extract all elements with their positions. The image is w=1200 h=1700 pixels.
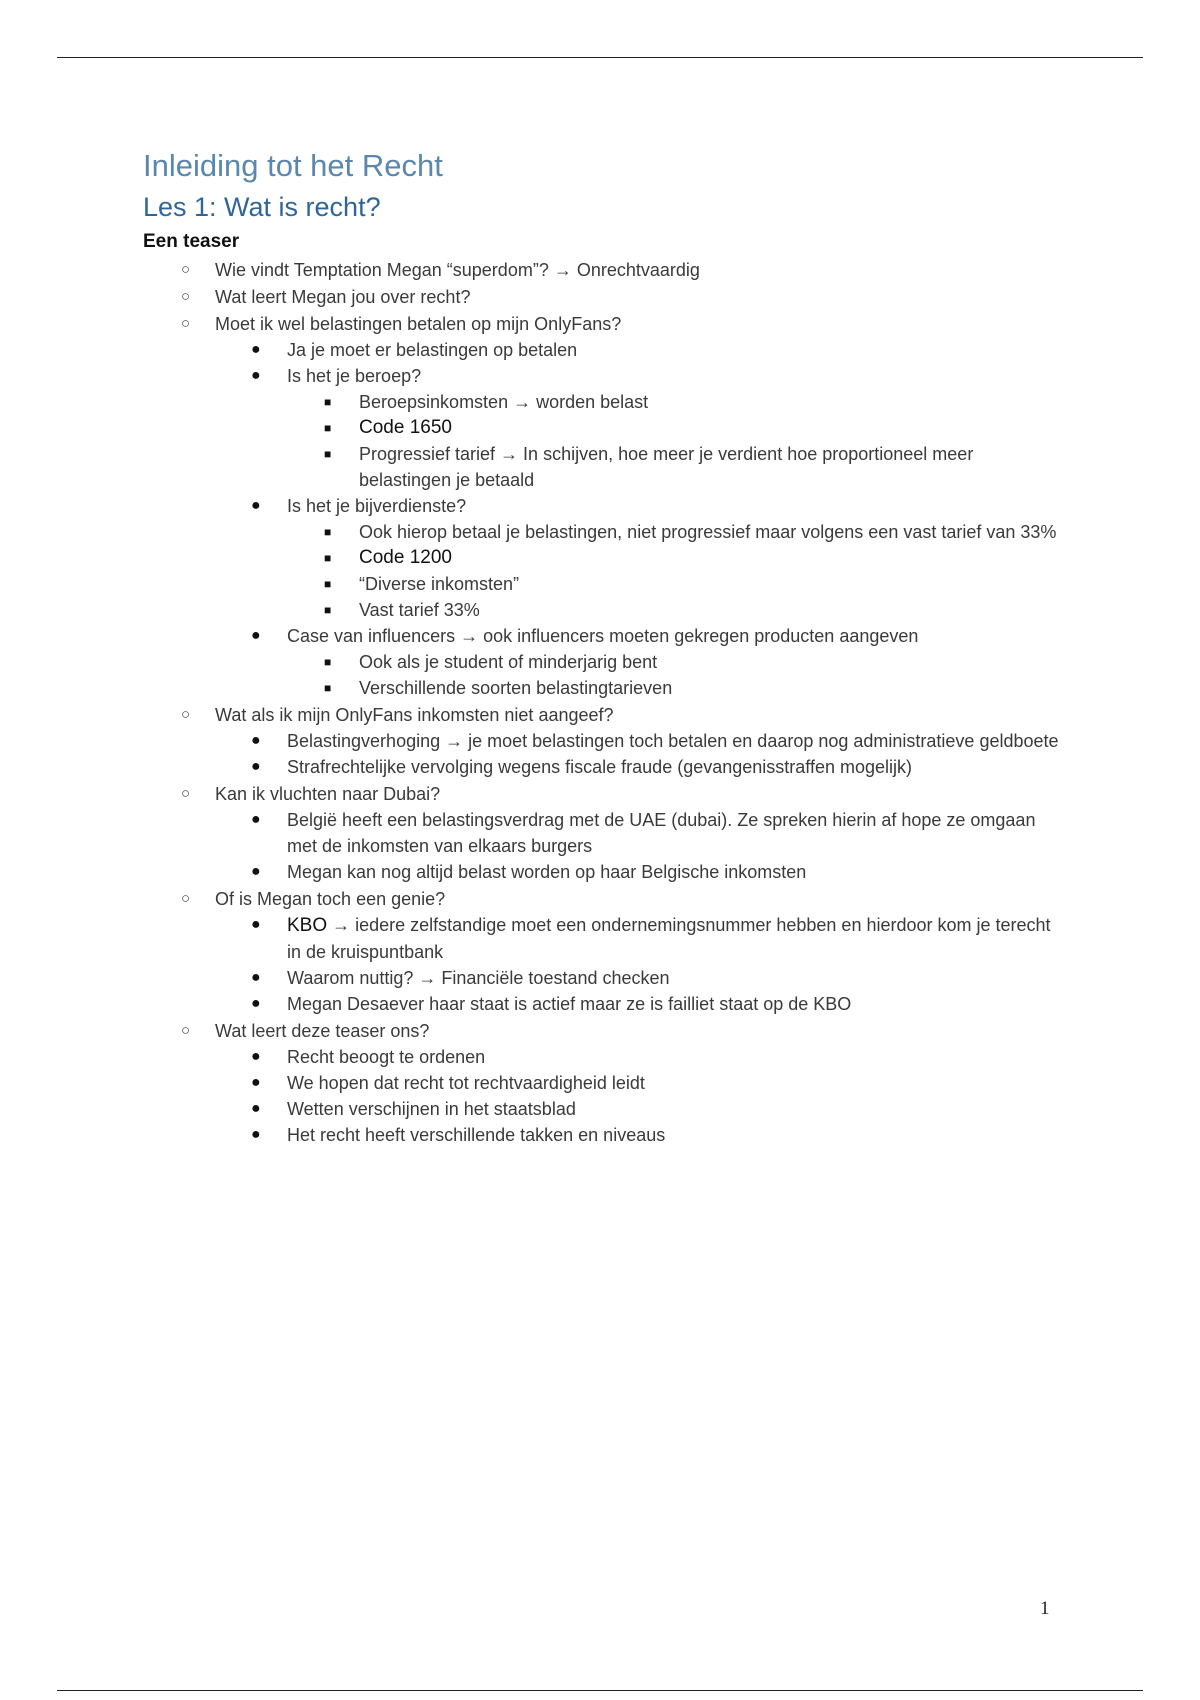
list-item: ○ Of is Megan toch een genie? ● KBO → iedere zelfstandige moet een ondernemingsnummer hebben en hierdoor kom je terecht in de kruispuntbank ● Waarom nuttig? → Financiële toestand checken ● Megan Desaever haar staat is actief maar ze is failliet staat op de KBO (143, 886, 1063, 1017)
square-bullet-icon: ■ (324, 681, 332, 695)
square-bullet-icon: ■ (324, 447, 332, 461)
dot-bullet-icon: ● (251, 916, 261, 933)
sub-list (215, 807, 1063, 885)
list-item: ■ Ook als je student of minderjarig bent (287, 649, 1063, 675)
list-item: ● Recht beoogt te ordenen (215, 1044, 1063, 1070)
list-item: ■ Code 1650 (287, 415, 1063, 441)
list-item: ○ Wat leert deze teaser ons? ● Recht beoogt te ordenen ● We hopen dat recht tot rechtvaardigheid leidt ● Wetten verschijnen in het staatsblad ● Het recht heeft verschillende takken en niveaus (143, 1018, 1063, 1148)
circle-bullet-icon: ○ (181, 261, 191, 278)
list-item: ● Is het je bijverdienste? ■ Ook hierop betaal je belastingen, niet progressief maar volgens een vast tarief van 33% ■ Code 1200 ■ “Diverse inkomsten” ■ Vast tarief 33% (215, 493, 1063, 623)
list-item: ○ Wat als ik mijn OnlyFans inkomsten niet aangeef? ● Belastingverhoging → je moet belastingen toch betalen en daarop nog administratieve geldboete ● Strafrechtelijke vervolging wegens fiscale fraude (gevangenisstraffen mogelijk) (143, 702, 1063, 780)
list-item: ■ Progressief tarief → In schijven, hoe meer je verdient hoe proportioneel meer belastingen je betaald (287, 441, 1063, 493)
dot-bullet-icon: ● (251, 863, 261, 880)
list-item: ● Ja je moet er belastingen op betalen (215, 337, 1063, 363)
dot-bullet-icon: ● (251, 1074, 261, 1091)
list-item: ● België heeft een belastingsverdrag met de UAE (dubai). Ze spreken hierin af hope ze omgaan met de inkomsten van elkaars burgers (215, 807, 1063, 859)
dot-bullet-icon: ● (251, 1100, 261, 1117)
list-item: ● Case van influencers → ook influencers moeten gekregen producten aangeven ■ Ook als je student of minderjarig bent ■ Verschillende soorten belastingtarieven (215, 623, 1063, 701)
dot-bullet-icon: ● (251, 341, 261, 358)
list-item: ● Megan kan nog altijd belast worden op haar Belgische inkomsten (215, 859, 1063, 885)
outline-list (143, 257, 1063, 1148)
list-item: ■ Vast tarief 33% (287, 597, 1063, 623)
sub-sub-list (287, 519, 1063, 623)
list-item: ● Wetten verschijnen in het staatsblad (215, 1096, 1063, 1122)
list-item: ● Megan Desaever haar staat is actief maar ze is failliet staat op de KBO (215, 991, 1063, 1017)
sub-list (215, 337, 1063, 701)
list-item: ■ Code 1200 (287, 545, 1063, 571)
dot-bullet-icon: ● (251, 1126, 261, 1143)
dot-bullet-icon: ● (251, 1048, 261, 1065)
kbo-term: KBO (287, 915, 328, 936)
list-item: ○ Moet ik wel belastingen betalen op mijn OnlyFans? ● Ja je moet er belastingen op betalen ● Is het je beroep? ■ Beroepsinkomsten → worden belast ■ Code 1650 ■ Progressief tarief → In schijven, hoe meer je verdient hoe proportioneel meer belastingen je betaald ● Is het je bijverdienste? ■ Ook hierop betaal je belastingen, niet progressief maar volgens een vast tarief van 33% ■ Code 1200 ■ “Diverse inkomsten” ■ Vast tarief 33% ● Case van influencers → ook influencers moeten gekregen producten aangeven ■ Ook als je student of minderjarig bent ■ Verschillende soorten belastingtarieven (143, 311, 1063, 701)
dot-bullet-icon: ● (251, 758, 261, 775)
circle-bullet-icon: ○ (181, 315, 191, 332)
list-item: ○ Kan ik vluchten naar Dubai? ● België heeft een belastingsverdrag met de UAE (dubai). Ze spreken hierin af hope ze omgaan met de inkomsten van elkaars burgers ● Megan kan nog altijd belast worden op haar Belgische inkomsten (143, 781, 1063, 885)
sub-sub-list (287, 649, 1063, 701)
lesson-heading: Les 1: Wat is recht? (143, 192, 381, 222)
dot-bullet-icon: ● (251, 627, 261, 644)
list-item: ● We hopen dat recht tot rechtvaardigheid leidt (215, 1070, 1063, 1096)
dot-bullet-icon: ● (251, 367, 261, 384)
list-item: ■ Verschillende soorten belastingtarieven (287, 675, 1063, 701)
document-title: Inleiding tot het Recht (143, 148, 443, 183)
square-bullet-icon: ■ (324, 395, 332, 409)
square-bullet-icon: ■ (324, 603, 332, 617)
list-item: ● Strafrechtelijke vervolging wegens fiscale fraude (gevangenisstraffen mogelijk) (215, 754, 1063, 780)
circle-bullet-icon: ○ (181, 1022, 191, 1039)
dot-bullet-icon: ● (251, 995, 261, 1012)
sub-list (215, 728, 1063, 780)
sub-list (215, 1044, 1063, 1148)
list-item: ● Belastingverhoging → je moet belastingen toch betalen en daarop nog administratieve geldboete (215, 728, 1063, 754)
circle-bullet-icon: ○ (181, 706, 191, 723)
list-item: ● Waarom nuttig? → Financiële toestand checken (215, 965, 1063, 991)
circle-bullet-icon: ○ (181, 785, 191, 802)
sub-sub-list (287, 389, 1063, 493)
square-bullet-icon: ■ (324, 577, 332, 591)
square-bullet-icon: ■ (324, 655, 332, 669)
list-item: ■ “Diverse inkomsten” (287, 571, 1063, 597)
list-item: ● Het recht heeft verschillende takken en niveaus (215, 1122, 1063, 1148)
list-item: ○ Wie vindt Temptation Megan “superdom”? → Onrechtvaardig (143, 257, 1063, 283)
list-item: ● Is het je beroep? ■ Beroepsinkomsten → worden belast ■ Code 1650 ■ Progressief tarief → In schijven, hoe meer je verdient hoe proportioneel meer belastingen je betaald (215, 363, 1063, 493)
list-item: ■ Ook hierop betaal je belastingen, niet progressief maar volgens een vast tarief van 33% (287, 519, 1063, 545)
circle-bullet-icon: ○ (181, 890, 191, 907)
circle-bullet-icon: ○ (181, 288, 191, 305)
dot-bullet-icon: ● (251, 497, 261, 514)
square-bullet-icon: ■ (324, 421, 332, 435)
sub-list (215, 912, 1063, 1017)
page-content (143, 146, 1063, 1148)
square-bullet-icon: ■ (324, 525, 332, 539)
dot-bullet-icon: ● (251, 811, 261, 828)
square-bullet-icon: ■ (324, 551, 332, 565)
list-item: ● KBO → iedere zelfstandige moet een ondernemingsnummer hebben en hierdoor kom je terecht in de kruispuntbank (215, 912, 1063, 965)
list-item: ■ Beroepsinkomsten → worden belast (287, 389, 1063, 415)
dot-bullet-icon: ● (251, 732, 261, 749)
dot-bullet-icon: ● (251, 969, 261, 986)
footer-rule (57, 1690, 1143, 1691)
header-rule (57, 57, 1143, 58)
section-heading: Een teaser (143, 231, 240, 252)
page-number: 1 (1040, 1598, 1050, 1619)
list-item: ○ Wat leert Megan jou over recht? (143, 284, 1063, 310)
